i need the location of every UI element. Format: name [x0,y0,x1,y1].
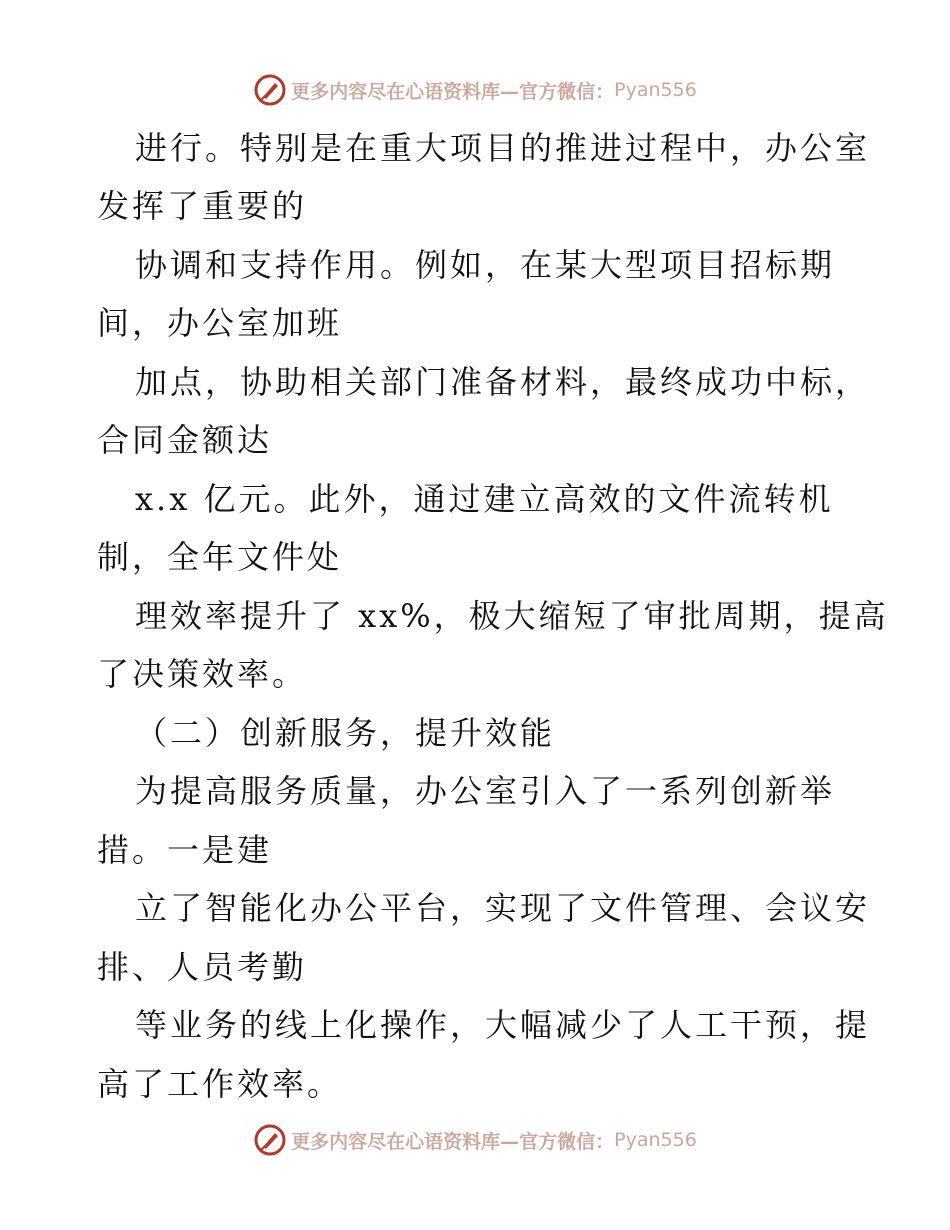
body-line: 协调和支持作用。例如，在某大型项目招标期 [135,246,836,284]
body-line: 了决策效率。 [97,655,308,693]
banner-wechat-id: Pyan556 [614,1129,697,1151]
quill-logo-icon [253,73,287,107]
body-line: 措。一是建 [97,831,273,869]
body-line: 高了工作效率。 [97,1065,343,1103]
body-line: 加点，协助相关部门准备材料，最终成功中标， [135,363,871,401]
body-line: 为提高服务质量，办公室引入了一系列创新举 [135,772,836,810]
banner-text: 更多内容尽在心语资料库—官方微信： [291,1130,615,1153]
body-line: 等业务的线上化操作，大幅减少了人工干预，提 [135,1006,871,1044]
section-heading: （二）创新服务，提升效能 [135,714,556,752]
banner-wechat-id: Pyan556 [614,79,697,101]
quill-logo-icon [253,1123,287,1157]
body-line: 发挥了重要的 [97,187,308,225]
body-line: 制，全年文件处 [97,538,343,576]
banner-text: 更多内容尽在心语资料库—官方微信： [291,80,615,103]
body-line: 进行。特别是在重大项目的推进过程中，办公室 [135,129,871,167]
body-line: 排、人员考勤 [97,948,308,986]
body-line: 合同金额达 [97,421,273,459]
body-line: x.x 亿元。此外，通过建立高效的文件流转机 [135,480,834,518]
body-line: 理效率提升了 xx%，极大缩短了审批周期，提高 [135,597,889,635]
body-line: 间，办公室加班 [97,304,343,342]
footer-banner [0,1120,950,1160]
header-banner [0,70,950,110]
body-line: 立了智能化办公平台，实现了文件管理、会议安 [135,889,871,927]
